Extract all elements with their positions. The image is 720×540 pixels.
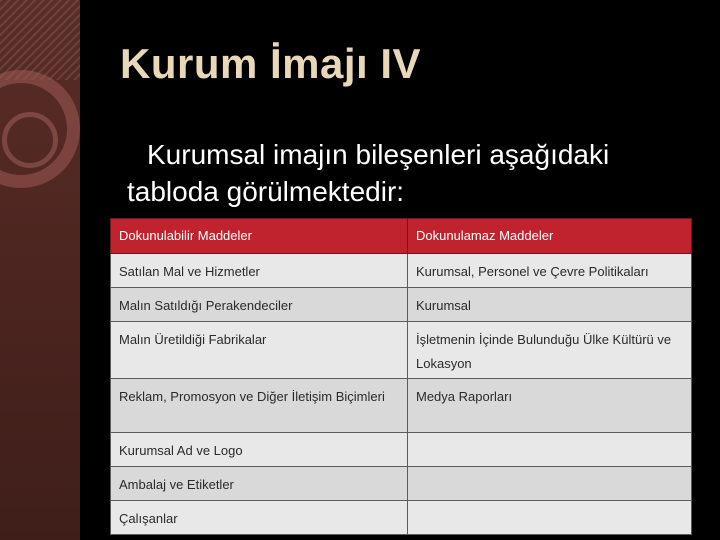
table-row [111,379,692,433]
stripe-pattern [0,0,80,80]
ring-decoration-small [2,112,58,168]
bullet-paragraph [127,136,707,210]
table-cell: Medya Raporları [408,379,692,433]
table-cell: İşletmenin İçinde Bulunduğu Ülke Kültürü ve Lokasyon [408,322,692,379]
components-table [110,218,692,535]
table-row [111,322,692,379]
table-cell: Kurumsal Ad ve Logo [111,433,408,467]
decorative-sidebar [0,0,80,540]
table-cell: Ambalaj ve Etiketler [111,467,408,501]
table-cell: Reklam, Promosyon ve Diğer İletişim Biçimleri [111,379,408,433]
table-row [111,467,692,501]
table-row [111,433,692,467]
header-tangible: Dokunulabilir Maddeler [111,219,408,254]
table-cell: Malın Satıldığı Perakendeciler [111,288,408,322]
table-cell: Kurumsal [408,288,692,322]
table-cell [408,501,692,535]
table-row [111,254,692,288]
table-header-row [111,219,692,254]
table-cell: Çalışanlar [111,501,408,535]
table-cell [408,467,692,501]
table-cell [408,433,692,467]
slide-title: Kurum İmajı IV [120,40,422,87]
table-row [111,288,692,322]
table-cell: Satılan Mal ve Hizmetler [111,254,408,288]
table-cell: Kurumsal, Personel ve Çevre Politikaları [408,254,692,288]
table-row [111,501,692,535]
table-cell: Malın Üretildiği Fabrikalar [111,322,408,379]
bullet-text: Kurumsal imajın bileşenleri aşağıdaki tabloda görülmektedir: [127,139,610,207]
header-intangible: Dokunulamaz Maddeler [408,219,692,254]
